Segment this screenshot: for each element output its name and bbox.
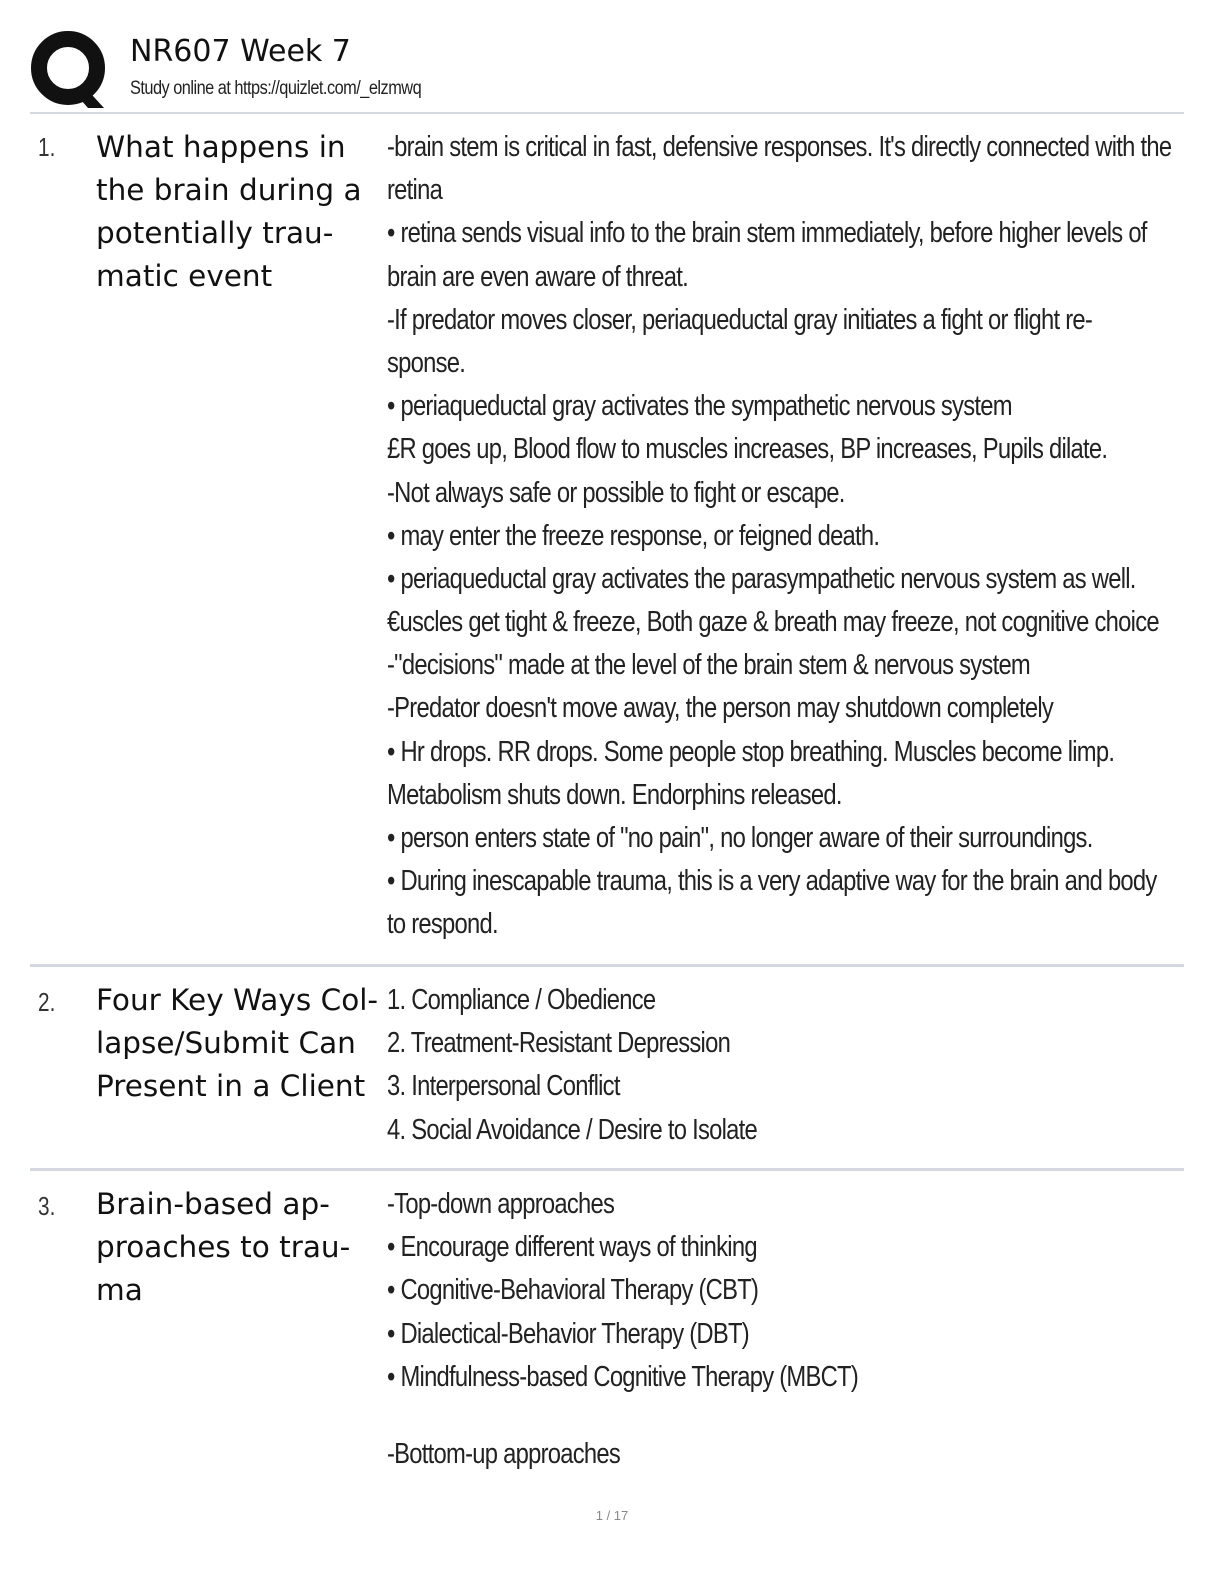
definition-line: • retina sends visual info to the brain stem immediately, before higher levels of [387, 217, 1147, 250]
definition-line: Metabolism shuts down. Endorphins released. [387, 778, 842, 811]
card-number: 1. [38, 132, 56, 162]
definition-line: -If predator moves closer, periaqueductal gray initiates a fight or flight re- [387, 303, 1093, 336]
page-title: NR607 Week 7 [130, 34, 351, 69]
flashcard-list [30, 114, 1184, 1501]
definition-line: • Encourage different ways of thinking [387, 1231, 757, 1264]
definition-line: brain are even aware of threat. [387, 260, 688, 293]
definition-line: 2. Treatment-Resistant Depression [387, 1027, 731, 1060]
definition-line: 4. Social Avoidance / Desire to Isolate [387, 1113, 757, 1146]
definition-blank-line [387, 1399, 1166, 1433]
definition-line: • During inescapable trauma, this is a very adaptive way for the brain and body [387, 865, 1157, 898]
definition-line: • Mindfulness-based Cognitive Therapy (MBCT) [387, 1360, 859, 1393]
definition-line: • Cognitive-Behavioral Therapy (CBT) [387, 1274, 759, 1307]
definition-line: £R goes up, Blood flow to muscles increases, BP increases, Pupils dilate. [387, 433, 1108, 466]
definition-line: €uscles get tight & freeze, Both gaze & breath may freeze, not cognitive choice [387, 606, 1159, 639]
definition-line: 1. Compliance / Obedience [387, 984, 656, 1016]
definition-line: -Bottom-up approaches [387, 1437, 621, 1470]
definition-line: sponse. [387, 346, 466, 379]
definition-line: retina [387, 174, 443, 207]
card-term: What happens in the brain during a potentially trau-matic event [96, 130, 362, 293]
definition-line: • may enter the freeze response, or feigned death. [387, 519, 880, 552]
definition-line: to respond. [387, 908, 498, 941]
study-link-text: Study online at https://quizlet.com/_elzmwq [130, 78, 422, 99]
definition-line: • Dialectical-Behavior Therapy (DBT) [387, 1317, 749, 1350]
card-term: Brain-based ap-proaches to trau-ma [96, 1187, 351, 1307]
quizlet-logo-icon [30, 30, 110, 110]
definition-line: • periaqueductal gray activates the parasympathetic nervous system as well. [387, 562, 1136, 595]
card-definition [387, 126, 1172, 947]
card-number: 2. [38, 987, 56, 1017]
definition-line: • person enters state of "no pain", no longer aware of their surroundings. [387, 822, 1093, 854]
definition-line: -brain stem is critical in fast, defensive responses. It's directly connected with the [387, 131, 1172, 163]
card-number: 3. [38, 1191, 56, 1221]
definition-line: • periaqueductal gray activates the sympathetic nervous system [387, 390, 1012, 423]
card-term: Four Key Ways Col-lapse/Submit Can Present in a Client [96, 983, 379, 1103]
card-definition [387, 979, 1166, 1152]
card-definition [387, 1183, 1166, 1476]
page-number: 1 / 17 [595, 1508, 629, 1523]
flashcard-3 [30, 1171, 1184, 1501]
flashcard-2 [30, 967, 1184, 1171]
definition-line: -Predator doesn't move away, the person may shutdown completely [387, 692, 1054, 725]
definition-line: 3. Interpersonal Conflict [387, 1070, 620, 1103]
definition-line: • Hr drops. RR drops. Some people stop breathing. Muscles become limp. [387, 735, 1115, 768]
flashcard-1 [30, 114, 1184, 967]
definition-line: -Top-down approaches [387, 1188, 615, 1220]
definition-line: -"decisions" made at the level of the brain stem & nervous system [387, 649, 1031, 682]
definition-line: -Not always safe or possible to fight or escape. [387, 476, 845, 509]
page-header [30, 28, 1184, 114]
